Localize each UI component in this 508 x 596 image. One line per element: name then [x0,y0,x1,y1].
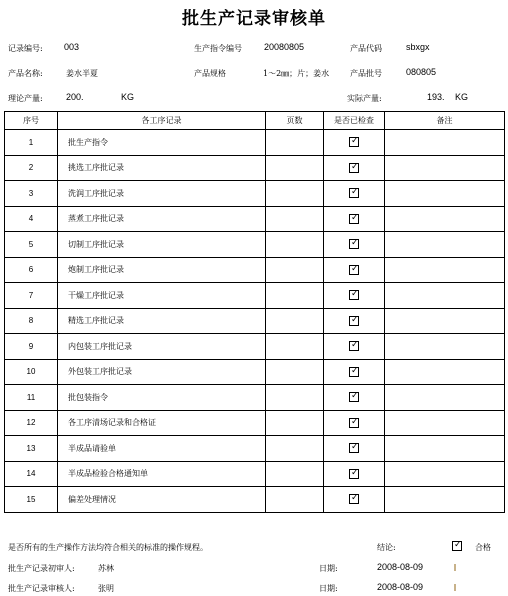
row-note [385,308,505,334]
row-record: 蒸煮工序批记录 [58,206,266,232]
check-icon: ✓ [351,391,359,402]
first-date-value: 2008-08-09 [377,562,424,572]
check-icon: ✓ [351,365,359,376]
table-row [5,436,505,462]
check-icon: ✓ [351,442,359,453]
table-row [5,410,505,436]
row-no: 11 [5,385,58,411]
check-icon: ✓ [454,540,462,550]
row-note [385,359,505,385]
row-no: 5 [5,232,58,258]
table-header-row [5,112,505,130]
row-record: 批生产指令 [58,130,266,156]
row-note [385,334,505,360]
row-pages [266,334,324,360]
row-note [385,257,505,283]
product-code-value: sbxgx [406,42,430,52]
checkbox[interactable] [349,341,359,351]
row-pages [266,461,324,487]
second-reviewer-label: 批生产记录审核人: [8,584,75,593]
theory-yield-unit: KG [121,92,135,102]
col-header-no: 序号 [5,112,58,130]
checkbox[interactable] [349,494,359,504]
edit-mark-icon [454,584,456,591]
row-note [385,410,505,436]
row-record: 炮制工序批记录 [58,257,266,283]
row-pages [266,385,324,411]
product-code-label: 产品代码 [350,44,382,53]
row-no: 7 [5,283,58,309]
first-reviewer-label: 批生产记录初审人: [8,564,75,573]
row-note [385,130,505,156]
col-header-note: 备注 [385,112,505,130]
table-row [5,130,505,156]
row-pages [266,308,324,334]
row-record: 内包装工序批记录 [58,334,266,360]
row-pages [266,487,324,513]
table-row [5,181,505,207]
checkbox[interactable] [349,392,359,402]
row-no: 3 [5,181,58,207]
product-name-value: 姜水半夏 [66,69,98,78]
row-note [385,232,505,258]
table-row [5,334,505,360]
row-record: 精选工序批记录 [58,308,266,334]
row-record: 外包装工序批记录 [58,359,266,385]
check-icon: ✓ [351,314,359,325]
row-pages [266,410,324,436]
row-no: 9 [5,334,58,360]
checkbox[interactable] [349,163,359,173]
check-icon: ✓ [351,161,359,172]
checkbox[interactable] [349,290,359,300]
check-icon: ✓ [351,263,359,274]
actual-yield-unit: KG [455,92,469,102]
check-icon: ✓ [351,136,359,147]
row-no: 4 [5,206,58,232]
row-record: 批包装指令 [58,385,266,411]
first-date-label: 日期: [319,564,338,573]
batch-value: 080805 [406,67,437,77]
table-row [5,257,505,283]
row-pages [266,359,324,385]
row-record: 各工序清场记录和合格证 [58,410,266,436]
checkbox[interactable] [349,443,359,453]
row-no: 8 [5,308,58,334]
second-reviewer-name: 张明 [98,584,114,593]
actual-yield-label: 实际产量: [347,94,382,103]
row-note [385,155,505,181]
record-no-label: 记录编号: [8,44,43,53]
row-note [385,487,505,513]
spec-value: 1～2㎜；片；姜水 [263,69,330,78]
order-no-value: 20080805 [264,42,305,52]
row-record: 洗润工序批记录 [58,181,266,207]
row-record: 偏差处理情况 [58,487,266,513]
table-row [5,385,505,411]
row-record: 切制工序批记录 [58,232,266,258]
actual-yield-value: 193. [427,92,445,102]
col-header-pages: 页数 [266,112,324,130]
checkbox[interactable] [349,239,359,249]
row-note [385,283,505,309]
row-no: 10 [5,359,58,385]
edit-mark-icon [454,564,456,571]
row-record: 干燥工序批记录 [58,283,266,309]
col-header-checked: 是否已检查 [324,112,385,130]
row-pages [266,181,324,207]
check-icon: ✓ [351,187,359,198]
check-icon: ✓ [351,467,359,478]
checkbox[interactable] [349,316,359,326]
row-record: 半成品检验合格通知单 [58,461,266,487]
table-row [5,487,505,513]
checkbox[interactable] [349,137,359,147]
conclusion-value: 合格 [475,543,491,552]
row-record: 挑选工序批记录 [58,155,266,181]
table-row [5,232,505,258]
compliance-statement: 是否所有的生产操作方法均符合相关的标准的操作规程。 [8,543,208,552]
row-no: 2 [5,155,58,181]
checkbox[interactable] [349,214,359,224]
row-pages [266,155,324,181]
row-note [385,461,505,487]
row-pages [266,232,324,258]
checkbox[interactable] [349,265,359,275]
check-icon: ✓ [351,238,359,249]
checkbox[interactable] [349,418,359,428]
spec-label: 产品规格 [194,69,226,78]
table-row [5,359,505,385]
row-note [385,206,505,232]
row-record: 半成品请验单 [58,436,266,462]
row-pages [266,130,324,156]
check-icon: ✓ [351,493,359,504]
conclusion-label: 结论: [377,543,396,552]
theory-yield-label: 理论产量: [8,94,43,103]
second-date-value: 2008-08-09 [377,582,424,592]
check-icon: ✓ [351,212,359,223]
row-pages [266,436,324,462]
checkbox[interactable] [349,188,359,198]
row-pages [266,206,324,232]
first-reviewer-name: 苏林 [98,564,114,573]
col-header-record: 各工序记录 [58,112,266,130]
check-icon: ✓ [351,289,359,300]
table-row [5,283,505,309]
conclusion-checkbox[interactable] [452,541,462,551]
row-note [385,181,505,207]
check-icon: ✓ [351,416,359,427]
order-no-label: 生产指令编号 [194,44,242,53]
row-no: 1 [5,130,58,156]
row-no: 13 [5,436,58,462]
record-no-value: 003 [64,42,80,52]
table-row [5,308,505,334]
process-records-table [4,111,505,513]
row-no: 14 [5,461,58,487]
batch-label: 产品批号 [350,69,382,78]
checkbox[interactable] [349,367,359,377]
table-row [5,155,505,181]
page-title: 批生产记录审核单 [182,9,326,29]
checkbox[interactable] [349,469,359,479]
theory-yield-value: 200. [66,92,84,102]
row-no: 6 [5,257,58,283]
row-no: 12 [5,410,58,436]
row-note [385,436,505,462]
check-icon: ✓ [351,340,359,351]
table-row [5,461,505,487]
second-date-label: 日期: [319,584,338,593]
row-pages [266,283,324,309]
table-row [5,206,505,232]
row-note [385,385,505,411]
row-no: 15 [5,487,58,513]
row-pages [266,257,324,283]
product-name-label: 产品名称: [8,69,43,78]
